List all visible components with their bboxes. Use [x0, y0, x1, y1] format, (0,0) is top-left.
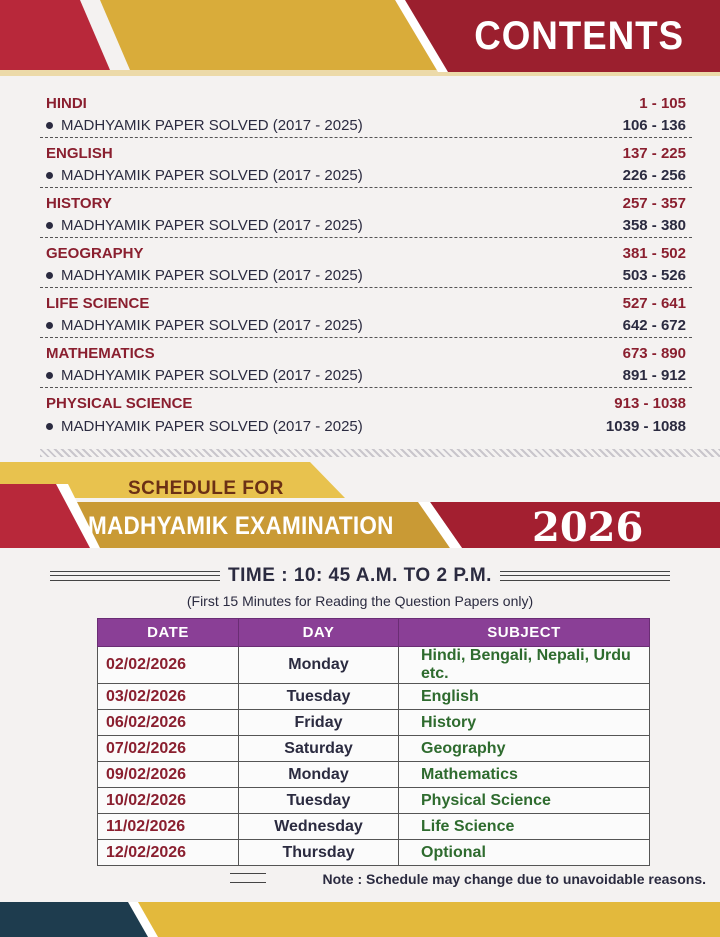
toc-subject-pages: 137 - 225: [622, 145, 686, 162]
decorative-lines-left: [50, 571, 220, 581]
table-row: [98, 647, 650, 684]
bullet-icon: [46, 122, 53, 129]
toc-solved-row: [40, 212, 692, 238]
contents-title: CONTENTS: [474, 14, 684, 58]
cell-subject: Geography: [399, 736, 650, 762]
cell-day: Tuesday: [239, 788, 399, 814]
toc-solved-row: [40, 112, 692, 138]
toc-subject-name: HINDI: [46, 95, 87, 112]
header-subject: SUBJECT: [399, 619, 650, 647]
exam-schedule-table: [97, 618, 650, 866]
toc-subject-row: [40, 288, 692, 312]
cell-day: Saturday: [239, 736, 399, 762]
cell-date: 09/02/2026: [98, 762, 239, 788]
cell-date: 12/02/2026: [98, 840, 239, 866]
table-row: [98, 710, 650, 736]
toc-solved-label: [46, 317, 363, 334]
toc-subject-pages: 527 - 641: [622, 295, 686, 312]
cell-date: 10/02/2026: [98, 788, 239, 814]
toc-subject-name: PHYSICAL SCIENCE: [46, 395, 193, 412]
toc-solved-row: [40, 412, 692, 438]
toc-subject-row: [40, 88, 692, 112]
bullet-icon: [46, 272, 53, 279]
toc-solved-pages: 891 - 912: [622, 367, 686, 384]
cell-subject: English: [399, 684, 650, 710]
schedule-for-label: SCHEDULE FOR: [128, 478, 284, 499]
toc-subject-row: [40, 338, 692, 362]
schedule-note: Note : Schedule may change due to unavoidable reasons.: [322, 871, 706, 887]
table-row: [98, 736, 650, 762]
cell-date: 11/02/2026: [98, 814, 239, 840]
bullet-icon: [46, 322, 53, 329]
table-row: [98, 762, 650, 788]
toc-subject-pages: 1 - 105: [639, 95, 686, 112]
toc-solved-label: [46, 418, 363, 435]
toc-solved-row: [40, 312, 692, 338]
toc-subject-row: [40, 388, 692, 412]
toc-solved-label: [46, 117, 363, 134]
header-date: DATE: [98, 619, 239, 647]
toc-solved-text: MADHYAMIK PAPER SOLVED (2017 - 2025): [61, 117, 363, 134]
toc-solved-pages: 1039 - 1088: [605, 418, 686, 435]
cell-date: 07/02/2026: [98, 736, 239, 762]
toc-subject-row: [40, 238, 692, 262]
toc-subject-name: GEOGRAPHY: [46, 245, 144, 262]
note-decorative-line: [230, 873, 266, 883]
cell-day: Monday: [239, 647, 399, 684]
cell-day: Monday: [239, 762, 399, 788]
toc-subject-row: [40, 188, 692, 212]
bullet-icon: [46, 423, 53, 430]
toc-solved-text: MADHYAMIK PAPER SOLVED (2017 - 2025): [61, 367, 363, 384]
bullet-icon: [46, 172, 53, 179]
toc-solved-label: [46, 367, 363, 384]
cell-date: 06/02/2026: [98, 710, 239, 736]
decorative-lines-right: [500, 571, 670, 581]
toc-solved-row: [40, 162, 692, 188]
toc-solved-label: [46, 167, 363, 184]
cell-day: Tuesday: [239, 684, 399, 710]
toc-solved-label: [46, 267, 363, 284]
cell-day: Friday: [239, 710, 399, 736]
toc-divider: [40, 449, 720, 457]
cell-subject: Physical Science: [399, 788, 650, 814]
toc-solved-label: [46, 217, 363, 234]
toc-subject-pages: 257 - 357: [622, 195, 686, 212]
toc-subject-pages: 913 - 1038: [614, 395, 686, 412]
toc-solved-text: MADHYAMIK PAPER SOLVED (2017 - 2025): [61, 267, 363, 284]
toc-subject-name: LIFE SCIENCE: [46, 295, 150, 312]
cell-subject: Optional: [399, 840, 650, 866]
cell-day: Thursday: [239, 840, 399, 866]
toc-solved-text: MADHYAMIK PAPER SOLVED (2017 - 2025): [61, 418, 363, 435]
cell-subject: Mathematics: [399, 762, 650, 788]
table-header-row: [98, 619, 650, 647]
table-row: [98, 840, 650, 866]
toc-subject-pages: 381 - 502: [622, 245, 686, 262]
toc-solved-text: MADHYAMIK PAPER SOLVED (2017 - 2025): [61, 317, 363, 334]
cell-date: 03/02/2026: [98, 684, 239, 710]
toc-subject-pages: 673 - 890: [622, 345, 686, 362]
header-day: DAY: [239, 619, 399, 647]
table-row: [98, 684, 650, 710]
exam-title: MADHYAMIK EXAMINATION: [88, 512, 394, 540]
toc-solved-pages: 358 - 380: [622, 217, 686, 234]
toc-solved-row: [40, 262, 692, 288]
toc-subject-row: [40, 138, 692, 162]
cell-subject: Hindi, Bengali, Nepali, Urdu etc.: [399, 647, 650, 684]
table-of-contents: [40, 88, 692, 438]
cell-subject: History: [399, 710, 650, 736]
toc-solved-pages: 642 - 672: [622, 317, 686, 334]
table-row: [98, 814, 650, 840]
toc-solved-pages: 226 - 256: [622, 167, 686, 184]
bullet-icon: [46, 372, 53, 379]
toc-solved-pages: 106 - 136: [622, 117, 686, 134]
toc-solved-text: MADHYAMIK PAPER SOLVED (2017 - 2025): [61, 167, 363, 184]
exam-year: 2026: [532, 504, 644, 551]
cell-date: 02/02/2026: [98, 647, 239, 684]
toc-subject-name: ENGLISH: [46, 145, 113, 162]
exam-time: TIME : 10: 45 A.M. TO 2 P.M.: [228, 565, 492, 586]
toc-subject-name: MATHEMATICS: [46, 345, 155, 362]
table-row: [98, 788, 650, 814]
toc-solved-text: MADHYAMIK PAPER SOLVED (2017 - 2025): [61, 217, 363, 234]
time-row: [0, 564, 720, 588]
toc-solved-pages: 503 - 526: [622, 267, 686, 284]
toc-subject-name: HISTORY: [46, 195, 112, 212]
cell-day: Wednesday: [239, 814, 399, 840]
reading-time-note: (First 15 Minutes for Reading the Question Papers only): [186, 593, 534, 609]
bullet-icon: [46, 222, 53, 229]
bottom-stripe: [0, 902, 720, 937]
toc-solved-row: [40, 362, 692, 388]
cell-subject: Life Science: [399, 814, 650, 840]
